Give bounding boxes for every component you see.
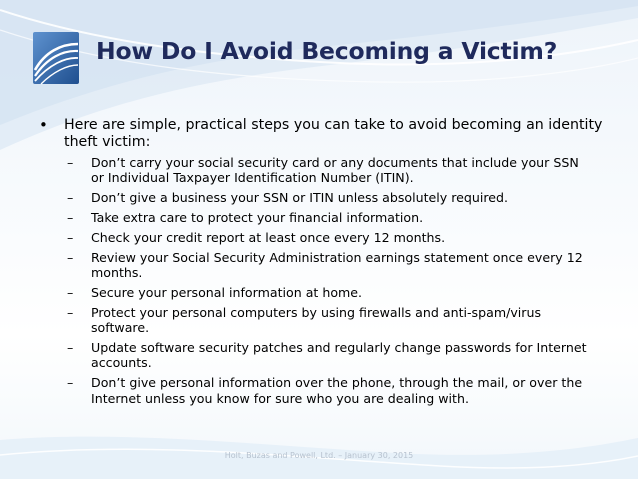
slide-footer: Holt, Buzas and Powell, Ltd. – January 30, 2015	[224, 451, 414, 460]
list-item-text: Update software security patches and regularly change passwords for Internet accounts.	[91, 340, 587, 371]
dash-icon: –	[67, 210, 74, 226]
dash-icon: –	[67, 229, 74, 245]
dash-icon: –	[67, 285, 74, 301]
list-item-text: Take extra care to protect your financial information.	[91, 210, 424, 226]
list-item	[39, 210, 605, 225]
list-item-text: Protect your personal computers by using firewalls and anti-spam/virus software.	[91, 304, 542, 336]
slide-title: How Do I Avoid Becoming a Victim?	[96, 37, 558, 65]
list-item	[39, 155, 605, 186]
dash-icon: –	[67, 249, 74, 265]
dash-icon: –	[67, 304, 74, 320]
main-bullet-text: Here are simple, practical steps you can take to avoid becoming an identity theft victim:	[64, 117, 603, 150]
bullet-icon: •	[39, 116, 48, 134]
list-item	[39, 230, 605, 245]
dash-icon: –	[67, 375, 74, 391]
swoosh-logo-icon	[31, 30, 81, 86]
list-item-text: Check your credit report at least once every 12 months.	[91, 229, 446, 245]
list-item	[39, 285, 605, 300]
list-item-text: Secure your personal information at home.	[91, 285, 363, 301]
list-item-text: Don’t carry your social security card or any documents that include your SSN or Individual Taxpayer Identification Number (ITIN).	[91, 155, 579, 186]
dash-icon: –	[67, 340, 74, 356]
list-item-text: Don’t give personal information over the phone, through the mail, or over the Internet unless you know for sure who you are dealing with.	[91, 375, 583, 406]
list-item-text: Don’t give a business your SSN or ITIN unless absolutely required.	[91, 190, 509, 206]
slide-body	[39, 117, 605, 411]
list-item	[39, 190, 605, 205]
dash-icon: –	[67, 155, 74, 170]
sub-bullet-list	[39, 155, 605, 406]
dash-icon: –	[67, 190, 74, 206]
main-bullet	[39, 117, 605, 151]
list-item	[39, 375, 605, 406]
list-item	[39, 250, 605, 281]
list-item	[39, 340, 605, 371]
list-item	[39, 305, 605, 336]
list-item-text: Review your Social Security Administration earnings statement once every 12 months.	[91, 249, 583, 281]
